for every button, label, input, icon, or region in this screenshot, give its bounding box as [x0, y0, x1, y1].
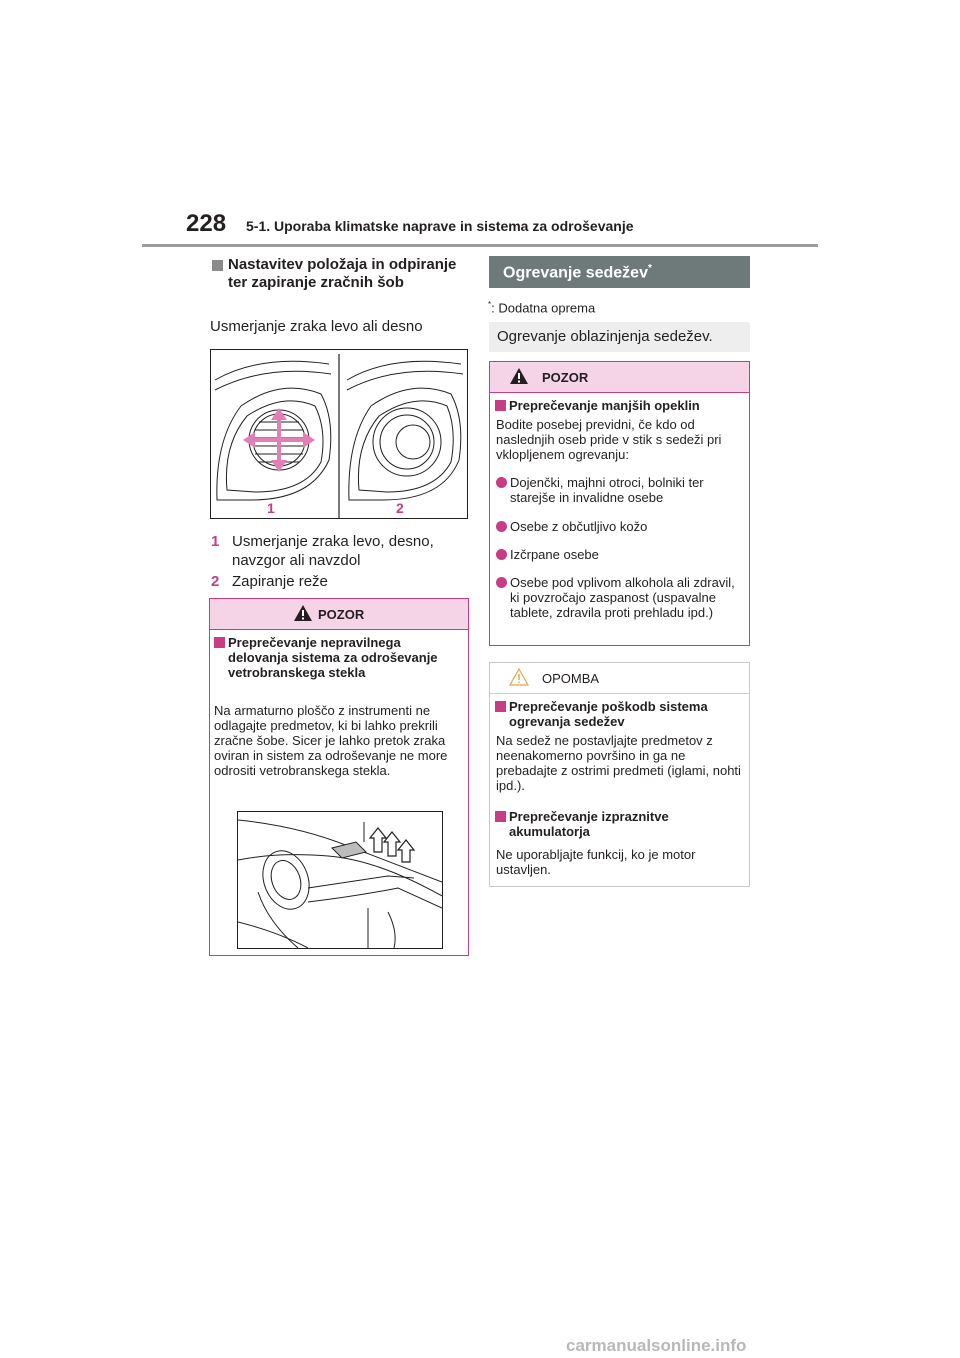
section-subtitle: Usmerjanje zraka levo ali desno [210, 318, 423, 335]
round-bullet-icon [496, 577, 507, 588]
warning-title [214, 635, 464, 680]
air-vent-drawing [211, 350, 467, 518]
warning-title [495, 398, 745, 413]
watermark: carmanualsonline.info [566, 1336, 747, 1355]
air-vent-illustration [210, 349, 468, 519]
square-bullet-icon [495, 400, 506, 411]
round-bullet-icon [496, 521, 507, 532]
header-rule [142, 244, 818, 247]
round-bullet-icon [496, 549, 507, 560]
warning-triangle-icon [509, 367, 529, 385]
notice-title [495, 809, 745, 839]
notice-title [495, 699, 745, 729]
warning-header [490, 362, 749, 393]
footnote-mark: * [488, 300, 492, 309]
caution-triangle-outline-icon [509, 668, 529, 686]
section-heading-seat-heating [489, 256, 750, 288]
list-item [496, 475, 741, 505]
square-bullet-icon [495, 811, 506, 822]
warning-text: Bodite posebej previdni, če kdo od naslednjih oseb pride v stik s sedeži pri vklopljenem ogrevanju: [496, 417, 722, 462]
figure-label-2: 2 [396, 500, 404, 516]
step-1 [211, 532, 461, 570]
warning-triangle-icon [293, 604, 313, 622]
footnote-text: : Dodatna oprema [491, 300, 596, 316]
warning-title-text: Preprečevanje manjših opeklin [509, 398, 700, 413]
section-heading-vents [212, 256, 462, 292]
notice-text: Na sedež ne postavljajte predmetov z neenakomerno površino in ga ne prebadajte z ostrimi predmeti (iglami, nohti ipd.). [496, 733, 741, 793]
dashboard-drawing [238, 812, 442, 948]
dashboard-illustration [237, 811, 443, 949]
list-item-text: Dojenčki, majhni otroci, bolniki ter starejše in invalidne osebe [510, 475, 704, 505]
warning-text: Na armaturno ploščo z instrumenti ne odlagajte predmetov, ki bi lahko prekrili zračne šobe. Sicer je lahko pretok zraka oviran in sistem za odroševanje ne more odrositi vetrobranskega stekla. [214, 703, 448, 778]
notice-text: Ne uporabljajte funkcij, ko je motor ustavljen. [496, 847, 696, 877]
warning-box-burns [489, 361, 750, 646]
notice-title-text: Preprečevanje poškodb sistema ogrevanja sedežev [509, 699, 708, 729]
list-item-text: Osebe pod vplivom alkohola ali zdravil, ki povzročajo zaspanost (uspavalne tablete, zdravila proti prehladu ipd.) [510, 575, 735, 620]
warning-label: POZOR [542, 370, 589, 385]
notice-header [490, 663, 749, 694]
warning-box-defrost [209, 598, 469, 956]
list-item [496, 519, 741, 534]
seat-heading-text: Ogrevanje sedežev [503, 264, 648, 282]
list-item [496, 575, 741, 620]
notice-box [489, 662, 750, 887]
seat-heating-description: Ogrevanje oblazinjenja sedežev. [489, 322, 750, 352]
list-item [496, 547, 741, 562]
step-number: 2 [211, 573, 220, 590]
step-text: Usmerjanje zraka levo, desno, navzgor ali navzdol [232, 533, 434, 569]
notice-label: OPOMBA [542, 671, 600, 686]
chapter-title: 5-1. Uporaba klimatske naprave in sistema za odroševanje [246, 218, 634, 234]
round-bullet-icon [496, 477, 507, 488]
square-bullet-icon [214, 637, 225, 648]
list-item-text: Izčrpane osebe [510, 547, 599, 562]
heading-footnote-mark: * [647, 263, 652, 274]
notice-title-text: Preprečevanje izpraznitve akumulatorja [509, 809, 669, 839]
footnote [488, 300, 595, 315]
figure-label-1: 1 [267, 500, 275, 516]
section-heading-text: Nastavitev položaja in odpiranje ter zapiranje zračnih šob [228, 256, 457, 291]
page-number: 228 [186, 210, 227, 237]
warning-header [210, 599, 468, 630]
warning-title-text: Preprečevanje nepravilnega delovanja sistema za odroševanje vetrobranskega stekla [228, 635, 438, 680]
step-number: 1 [211, 533, 220, 550]
step-2 [211, 572, 461, 591]
warning-label: POZOR [318, 607, 365, 622]
step-text: Zapiranje reže [232, 573, 328, 590]
square-bullet-icon [212, 260, 223, 271]
list-item-text: Osebe z občutljivo kožo [510, 519, 648, 534]
square-bullet-icon [495, 701, 506, 712]
